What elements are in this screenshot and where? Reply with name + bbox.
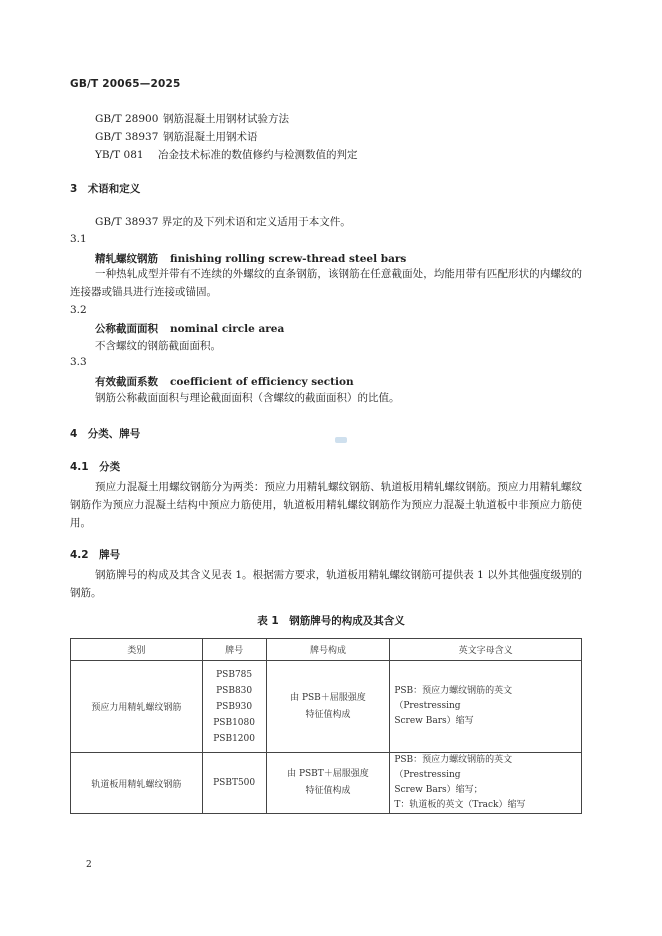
term-zh: 有效截面系数 (95, 376, 158, 388)
section-heading: 4 分类、牌号 (70, 428, 141, 440)
table-row (71, 753, 582, 814)
category-cell: 轨道板用精轧螺纹钢筋 (71, 753, 203, 814)
term-definition: 钢筋公称截面面积与理论截面面积（含螺纹的截面面积）的比值。 (95, 392, 400, 404)
grade-value: PSBT500 (213, 778, 256, 788)
grade-table (70, 638, 582, 814)
subsection-heading: 4.2 牌号 (70, 549, 121, 561)
table-header-cell: 牌号构成 (266, 639, 390, 661)
composition-line: 特征值构成 (305, 709, 351, 720)
page-number: 2 (86, 860, 92, 870)
subsection-text: 钢筋牌号的构成及其含义见表 1。根据需方要求，轨道板用精轧螺纹钢筋可提供表 1 以外其他强度级别的钢筋。 (70, 569, 582, 599)
term-zh: 公称截面面积 (95, 323, 158, 335)
term-number: 3.2 (70, 304, 87, 316)
grade-cell (202, 753, 266, 814)
term-definition: 不含螺纹的钢筋截面面积。 (95, 340, 221, 352)
term-title (95, 251, 406, 266)
grade-value: PSB1080 (213, 717, 255, 728)
composition-cell (266, 661, 390, 753)
grade-cell (202, 661, 266, 753)
meaning-line: PSB：预应力螺纹钢筋的英文（Prestressing (394, 755, 513, 780)
composition-line: 特征值构成 (305, 786, 351, 796)
term-en: nominal circle area (170, 323, 285, 335)
grade-value: PSB785 (216, 669, 253, 680)
grade-value: PSB1200 (213, 733, 255, 744)
term-title (95, 374, 354, 389)
term-zh: 精轧螺纹钢筋 (95, 253, 158, 265)
subsection-heading: 4.1 分类 (70, 461, 121, 473)
reference-title: 钢筋混凝土用钢术语 (163, 131, 258, 143)
term-en: finishing rolling screw-thread steel bars (170, 253, 407, 265)
table-row (71, 661, 582, 753)
reference-entry (95, 111, 289, 126)
meaning-cell (390, 753, 582, 814)
meaning-line: T：轨道板的英文（Track）缩写 (394, 800, 526, 810)
table-header-row (71, 639, 582, 661)
reference-code: GB/T 38937 (95, 131, 159, 143)
composition-line: 由 PSB＋屈服强度 (290, 692, 366, 703)
term-title (95, 321, 284, 336)
term-definition: 一种热轧成型并带有不连续的外螺纹的直条钢筋，该钢筋在任意截面处，均能用带有匹配形状的内螺纹的连接器或锚具进行连接或锚固。 (70, 268, 582, 298)
table-header-cell: 类别 (71, 639, 203, 661)
standard-header: GB/T 20065—2025 (70, 78, 181, 90)
reference-code: YB/T 081 (95, 149, 144, 161)
reference-entry (95, 129, 258, 144)
table-header-cell: 英文字母含义 (390, 639, 582, 661)
meaning-line: Screw Bars）缩写； (394, 785, 483, 795)
term-en: coefficient of efficiency section (170, 376, 354, 388)
grade-value: PSB930 (216, 701, 253, 712)
meaning-line: PSB：预应力螺纹钢筋的英文（Prestressing (394, 686, 513, 711)
composition-line: 由 PSBT＋屈服强度 (287, 769, 369, 779)
table-header-cell: 牌号 (202, 639, 266, 661)
section-heading: 3 术语和定义 (70, 183, 141, 195)
reference-title: 冶金技术标准的数值修约与检测数值的判定 (158, 149, 358, 161)
term-number: 3.3 (70, 356, 87, 368)
meaning-cell (390, 661, 582, 753)
meaning-line: Screw Bars）缩写 (394, 716, 474, 726)
reference-entry (95, 147, 358, 162)
category-cell: 预应力用精轧螺纹钢筋 (71, 661, 203, 753)
table-caption: 表 1 钢筋牌号的构成及其含义 (257, 615, 405, 627)
section-intro: GB/T 38937 界定的及下列术语和定义适用于本文件。 (95, 216, 351, 228)
subsection-text: 预应力混凝土用螺纹钢筋分为两类：预应力用精轧螺纹钢筋、轨道板用精轧螺纹钢筋。预应力用精轧螺纹钢筋作为预应力混凝土结构中预应力筋使用，轨道板用精轧螺纹钢筋作为预应力混凝土轨道板中非预应力筋使用。 (70, 481, 582, 529)
watermark-mark (335, 437, 347, 443)
reference-title: 钢筋混凝土用钢材试验方法 (163, 113, 289, 125)
composition-cell (266, 753, 390, 814)
grade-value: PSB830 (216, 685, 253, 696)
term-number: 3.1 (70, 233, 87, 245)
reference-code: GB/T 28900 (95, 113, 159, 125)
